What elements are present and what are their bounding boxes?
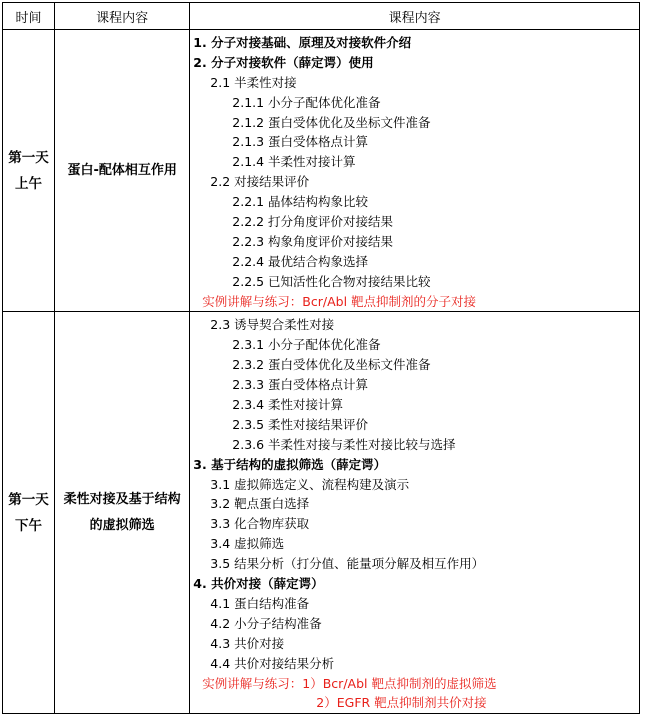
list-item: 2.3.3 蛋白受体格点计算 [232, 377, 369, 393]
list-item: 3.4 虚拟筛选 [210, 536, 285, 552]
time-cell-afternoon [3, 312, 55, 714]
topic-line: 的虚拟筛选 [89, 517, 155, 533]
header-time: 时间 [3, 3, 55, 30]
list-item: 2.3.5 柔性对接结果评价 [232, 416, 369, 432]
list-item: 2.3.2 蛋白受体优化及坐标文件准备 [232, 357, 431, 373]
header-row [3, 3, 640, 30]
section-heading: 2. 分子对接软件（薛定谔）使用 [193, 54, 374, 70]
time-cell-morning [3, 30, 55, 312]
time-period: 下午 [15, 517, 43, 534]
list-item: 2.2.1 晶体结构构象比较 [232, 194, 369, 210]
list-item: 4.4 共价对接结果分析 [210, 655, 335, 671]
list-item: 2.1.3 蛋白受体格点计算 [232, 134, 369, 150]
list-item: 2.1.4 半柔性对接计算 [232, 154, 356, 170]
list-item: 2.3.6 半柔性对接与柔性对接比较与选择 [232, 436, 456, 452]
list-item: 3.2 靶点蛋白选择 [210, 496, 310, 512]
content-cell-morning [190, 30, 640, 312]
list-item: 2.2.3 构象角度评价对接结果 [232, 233, 394, 249]
section-heading: 4. 共价对接（薛定谔） [193, 576, 324, 592]
section-heading: 1. 分子对接基础、原理及对接软件介绍 [193, 35, 412, 50]
list-item: 3.1 虚拟筛选定义、流程构建及演示 [210, 476, 410, 492]
list-item: 2.2.4 最优结合构象选择 [232, 253, 369, 269]
list-item: 3.5 结果分析（打分值、能量项分解及相互作用） [210, 556, 485, 572]
list-item: 3.3 化合物库获取 [210, 516, 310, 532]
list-item: 2.3.4 柔性对接计算 [232, 397, 344, 413]
subsection: 2.3 诱导契合柔性对接 [210, 317, 335, 333]
list-item: 2.1.1 小分子配体优化准备 [232, 94, 381, 110]
topic-cell-afternoon [55, 312, 190, 714]
section-heading: 3. 基于结构的虚拟筛选（薛定谔） [193, 456, 387, 472]
topic-cell-morning: 蛋白-配体相互作用 [55, 30, 190, 312]
practice-note-continued: 2）EGFR 靶点抑制剂共价对接 [316, 695, 487, 711]
practice-note: 实例讲解与练习：Bcr/Abl 靶点抑制剂的分子对接 [202, 293, 477, 309]
subsection: 2.1 半柔性对接 [210, 74, 297, 90]
topic-line: 柔性对接及基于结构 [63, 491, 181, 507]
course-schedule-table [2, 2, 640, 714]
schedule-row-morning [3, 30, 640, 312]
time-day: 第一天 [8, 491, 49, 508]
schedule-row-afternoon [3, 312, 640, 714]
time-day: 第一天 [8, 149, 49, 166]
content-cell-afternoon [190, 312, 640, 714]
header-content: 课程内容 [190, 3, 640, 30]
practice-note: 实例讲解与练习：1）Bcr/Abl 靶点抑制剂的虚拟筛选 [202, 675, 497, 691]
list-item: 4.1 蛋白结构准备 [210, 595, 310, 611]
list-item: 2.3.1 小分子配体优化准备 [232, 337, 381, 353]
list-item: 2.2.5 已知活性化合物对接结果比较 [232, 273, 431, 289]
time-period: 上午 [15, 175, 43, 192]
list-item: 4.2 小分子结构准备 [210, 615, 322, 631]
list-item: 4.3 共价对接 [210, 635, 285, 651]
list-item: 2.1.2 蛋白受体优化及坐标文件准备 [232, 114, 431, 130]
list-item: 2.2.2 打分角度评价对接结果 [232, 214, 394, 230]
subsection: 2.2 对接结果评价 [210, 174, 310, 190]
header-topic: 课程内容 [55, 3, 190, 30]
